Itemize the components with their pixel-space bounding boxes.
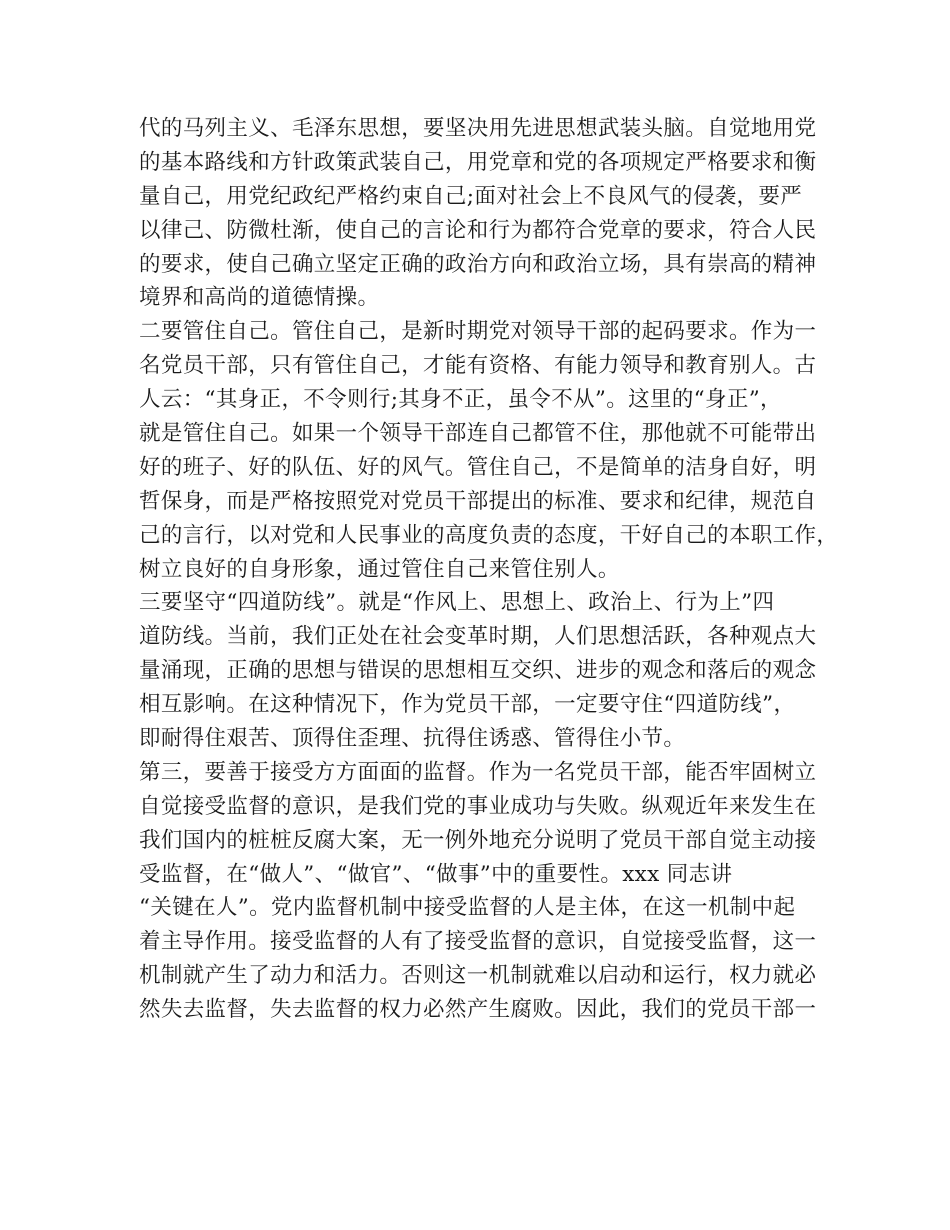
text-line: 我们国内的桩桩反腐大案，无一例外地充分说明了党员干部自觉主动接	[139, 827, 817, 853]
text-line: 己的言行，以对党和人民事业的高度负责的态度，干好自己的本职工作，	[139, 522, 839, 548]
text-line: 量涌现，正确的思想与错误的思想相互交织、进步的观念和落后的观念	[139, 658, 817, 684]
text-line: 然失去监督，失去监督的权力必然产生腐败。因此，我们的党员干部一	[139, 997, 817, 1023]
text-line: 境界和高尚的道德情操。	[139, 285, 380, 311]
text-line: 以律己、防微杜渐，使自己的言论和行为都符合党章的要求，符合人民	[139, 217, 817, 243]
text-line: 自觉接受监督的意识，是我们党的事业成功与失败。纵观近年来发生在	[139, 793, 817, 819]
text-line: 的要求，使自己确立坚定正确的政治方向和政治立场，具有崇高的精神	[139, 251, 817, 277]
document-body	[139, 112, 839, 1027]
text-line: 三要坚守“四道防线”。就是“作风上、思想上、政治上、行为上”四	[139, 590, 775, 616]
text-line: 相互影响。在这种情况下，作为党员干部，一定要守住“四道防线”，	[139, 692, 796, 718]
text-line: 机制就产生了动力和活力。否则这一机制就难以启动和运行，权力就必	[139, 963, 817, 989]
text-line: 二要管住自己。管住自己，是新时期党对领导干部的起码要求。作为一	[139, 319, 817, 345]
text-line: 着主导作用。接受监督的人有了接受监督的意识，自觉接受监督，这一	[139, 929, 817, 955]
text-line: 道防线。当前，我们正处在社会变革时期，人们思想活跃，各种观点大	[139, 624, 817, 650]
text-line: 就是管住自己。如果一个领导干部连自己都管不住，那他就不可能带出	[139, 421, 817, 447]
text-line: 好的班子、好的队伍、好的风气。管住自己，不是简单的洁身自好，明	[139, 454, 817, 480]
text-line: 量自己，用党纪政纪严格约束自己;面对社会上不良风气的侵袭，要严	[139, 183, 803, 209]
text-line: 第三，要善于接受方方面面的监督。作为一名党员干部，能否牢固树立	[139, 759, 817, 785]
text-line: 的基本路线和方针政策武装自己，用党章和党的各项规定严格要求和衡	[139, 149, 817, 175]
text-line: 即耐得住艰苦、顶得住歪理、抗得住诱惑、管得住小节。	[139, 726, 686, 752]
text-line: 受监督，在“做人”、“做官”、“做事”中的重要性。xxx 同志讲	[139, 861, 733, 887]
text-line: 名党员干部，只有管住自己，才能有资格、有能力领导和教育别人。古	[139, 353, 817, 379]
text-line: 人云：“其身正，不令则行;其身不正，虽令不从”。这里的“身正”，	[139, 387, 782, 413]
text-line: 代的马列主义、毛泽东思想，要坚决用先进思想武装头脑。自觉地用党	[139, 116, 817, 141]
text-line: “关键在人”。党内监督机制中接受监督的人是主体，在这一机制中起	[139, 895, 796, 921]
text-line: 树立良好的自身形象，通过管住自己来管住别人。	[139, 556, 620, 582]
text-line: 哲保身，而是严格按照党对党员干部提出的标准、要求和纪律，规范自	[139, 488, 817, 514]
